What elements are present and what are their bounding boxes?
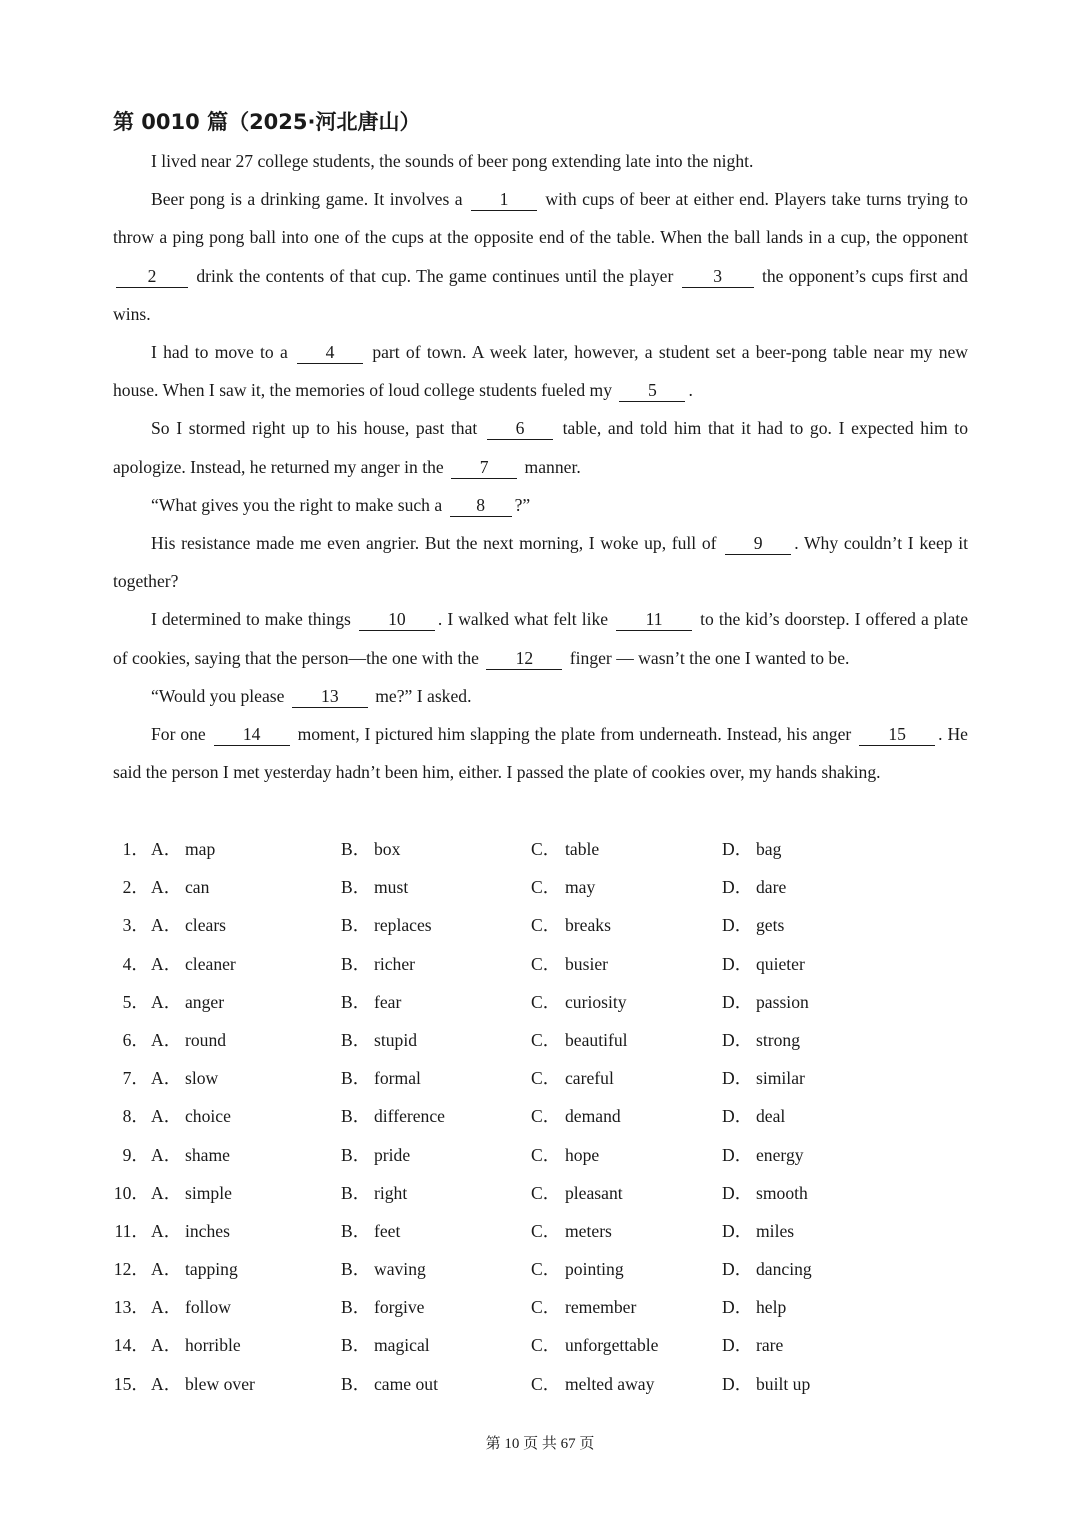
- blank-11[interactable]: 11: [616, 608, 692, 631]
- option-b[interactable]: came out: [374, 1373, 438, 1394]
- paragraph-text: part of town. A week later, however, a student set a beer-pong table near my new house. When I saw it, the memories of loud college students fueled my: [113, 342, 969, 401]
- option-row-10: [113, 1174, 973, 1212]
- option-letter: D．: [722, 877, 753, 898]
- option-letter: B．: [341, 1335, 371, 1356]
- option-row-2: [113, 868, 973, 906]
- question-number: 14．: [113, 1335, 149, 1356]
- option-b[interactable]: waving: [374, 1259, 426, 1280]
- option-letter: B．: [341, 1220, 371, 1241]
- option-d[interactable]: passion: [756, 991, 809, 1012]
- option-row-3: [113, 906, 973, 944]
- option-a[interactable]: simple: [185, 1182, 232, 1203]
- option-letter: A．: [151, 1182, 182, 1203]
- option-d[interactable]: similar: [756, 1068, 805, 1089]
- option-d[interactable]: built up: [756, 1373, 811, 1394]
- question-number: 8．: [122, 1106, 149, 1127]
- question-number: 2．: [122, 877, 149, 898]
- option-letter: B．: [341, 1297, 371, 1318]
- paragraph-text: with cups of beer at either end. Players take turns trying to throw a ping pong ball into one of the cups at the opposite end of the table. When the ball lands in a cup, the opponent: [113, 189, 968, 248]
- option-letter: B．: [341, 1029, 371, 1050]
- option-a[interactable]: can: [185, 877, 210, 898]
- option-b[interactable]: fear: [374, 991, 402, 1012]
- option-letter: A．: [151, 1373, 182, 1394]
- option-letter: C．: [531, 1259, 561, 1280]
- blank-8[interactable]: 8: [450, 494, 512, 517]
- option-c[interactable]: careful: [565, 1068, 614, 1089]
- blank-3[interactable]: 3: [682, 265, 754, 288]
- option-row-13: [113, 1288, 973, 1326]
- option-letter: D．: [722, 1220, 753, 1241]
- paragraph-text: I had to move to a: [151, 342, 288, 363]
- option-a[interactable]: horrible: [185, 1335, 241, 1356]
- option-d[interactable]: dancing: [756, 1259, 812, 1280]
- option-d[interactable]: quieter: [756, 953, 805, 974]
- blank-7[interactable]: 7: [451, 456, 517, 479]
- option-a[interactable]: blew over: [185, 1373, 255, 1394]
- option-letter: A．: [151, 1144, 182, 1165]
- blank-4[interactable]: 4: [297, 341, 363, 364]
- question-number: 13．: [113, 1297, 149, 1318]
- paragraph-1: [113, 142, 968, 180]
- paragraph-2: [113, 180, 968, 333]
- option-c[interactable]: curiosity: [565, 991, 627, 1012]
- option-a[interactable]: tapping: [185, 1259, 238, 1280]
- option-a[interactable]: map: [185, 839, 216, 859]
- paragraph-text: to the kid’s doorstep. I offered a plate of cookies, saying that the person—the one with the: [113, 609, 968, 668]
- option-letter: C．: [531, 915, 561, 936]
- paragraph-4: [113, 409, 968, 485]
- option-a[interactable]: cleaner: [185, 953, 236, 974]
- option-c[interactable]: beautiful: [565, 1029, 628, 1050]
- option-letter: C．: [531, 1068, 561, 1089]
- option-b[interactable]: right: [374, 1182, 408, 1203]
- option-d[interactable]: energy: [756, 1144, 804, 1165]
- option-letter: D．: [722, 1144, 753, 1165]
- option-b[interactable]: formal: [374, 1068, 421, 1089]
- option-row-5: [113, 983, 973, 1021]
- blank-5[interactable]: 5: [619, 379, 685, 402]
- option-letter: C．: [531, 1144, 561, 1165]
- blank-1[interactable]: 1: [471, 188, 537, 211]
- paragraph-5: [113, 486, 968, 524]
- page-title: 第 0010 篇（2025·河北唐山）: [113, 110, 421, 134]
- paragraph-text: me?” I asked.: [375, 685, 472, 706]
- blank-6[interactable]: 6: [487, 417, 553, 440]
- blank-10[interactable]: 10: [359, 608, 435, 631]
- paragraph-text: His resistance made me even angrier. But the next morning, I woke up, full of: [151, 533, 717, 554]
- option-letter: C．: [531, 1373, 561, 1394]
- blank-15[interactable]: 15: [859, 723, 935, 746]
- option-letter: B．: [341, 1144, 371, 1165]
- option-letter: A．: [151, 1259, 182, 1280]
- option-b[interactable]: pride: [374, 1144, 411, 1165]
- option-b[interactable]: forgive: [374, 1297, 425, 1318]
- paragraph-text: drink the contents of that cup. The game continues until the player: [196, 265, 674, 286]
- option-letter: D．: [722, 1335, 753, 1356]
- option-a[interactable]: anger: [185, 991, 225, 1012]
- paragraph-text: “What gives you the right to make such a: [151, 494, 443, 515]
- option-b[interactable]: must: [374, 877, 409, 898]
- option-letter: B．: [341, 877, 371, 898]
- option-c[interactable]: busier: [565, 953, 608, 974]
- paragraph-text: For one: [151, 724, 206, 745]
- paragraph-text: finger — wasn’t the one I wanted to be.: [569, 647, 850, 668]
- paragraph-text: table, and told him that it had to go. I expected him to apologize. Instead, he returned my anger in the: [113, 418, 968, 477]
- option-d[interactable]: smooth: [756, 1182, 808, 1203]
- answer-options: [113, 830, 973, 1403]
- blank-12[interactable]: 12: [486, 647, 562, 670]
- option-letter: C．: [531, 1220, 561, 1241]
- option-b[interactable]: difference: [374, 1106, 445, 1127]
- option-c[interactable]: meters: [565, 1220, 612, 1241]
- option-d[interactable]: gets: [756, 915, 785, 936]
- option-c[interactable]: may: [565, 877, 596, 898]
- option-letter: A．: [151, 991, 182, 1012]
- option-letter: C．: [531, 1335, 561, 1356]
- question-number: 4．: [122, 953, 149, 974]
- option-row-11: [113, 1212, 973, 1250]
- option-letter: C．: [531, 953, 561, 974]
- option-row-12: [113, 1250, 973, 1288]
- paragraph-3: [113, 333, 968, 409]
- paragraph-text: . Why couldn’t I keep it together?: [113, 533, 968, 592]
- option-letter: D．: [722, 1373, 753, 1394]
- option-letter: C．: [531, 1182, 561, 1203]
- option-letter: B．: [341, 839, 371, 859]
- option-b[interactable]: richer: [374, 953, 416, 974]
- option-letter: D．: [722, 1068, 753, 1089]
- paragraph-text: “Would you please: [151, 685, 285, 706]
- option-row-7: [113, 1059, 973, 1097]
- option-c[interactable]: table: [565, 839, 600, 859]
- option-letter: D．: [722, 1182, 753, 1203]
- option-letter: A．: [151, 877, 182, 898]
- option-a[interactable]: inches: [185, 1220, 230, 1241]
- option-letter: B．: [341, 953, 371, 974]
- paragraph-9: [113, 715, 968, 791]
- option-d[interactable]: dare: [756, 877, 787, 898]
- option-letter: A．: [151, 915, 182, 936]
- paragraph-6: [113, 524, 968, 600]
- option-letter: D．: [722, 1297, 753, 1318]
- paragraph-text: the opponent’s cups first and wins.: [113, 265, 968, 324]
- paragraph-text: I lived near 27 college students, the sounds of beer pong extending late into the night.: [151, 151, 754, 171]
- question-number: 11．: [114, 1220, 149, 1241]
- option-row-8: [113, 1097, 973, 1135]
- option-d[interactable]: help: [756, 1297, 787, 1318]
- option-letter: D．: [722, 1106, 753, 1127]
- option-letter: C．: [531, 1297, 561, 1318]
- option-letter: B．: [341, 1259, 371, 1280]
- option-a[interactable]: choice: [185, 1106, 231, 1127]
- option-c[interactable]: pleasant: [565, 1182, 623, 1203]
- option-a[interactable]: clears: [185, 915, 227, 936]
- option-letter: A．: [151, 1335, 182, 1356]
- paragraph-text: moment, I pictured him slapping the plate from underneath. Instead, his anger: [297, 724, 852, 745]
- blank-9[interactable]: 9: [725, 532, 791, 555]
- option-b[interactable]: stupid: [374, 1029, 418, 1050]
- option-letter: A．: [151, 1297, 182, 1318]
- option-a[interactable]: slow: [185, 1068, 219, 1089]
- option-d[interactable]: rare: [756, 1335, 784, 1356]
- paragraph-text: I determined to make things: [151, 609, 351, 630]
- question-number: 15．: [113, 1373, 149, 1394]
- paragraph-text: manner.: [524, 456, 581, 477]
- option-c[interactable]: melted away: [565, 1373, 655, 1394]
- question-number: 1．: [122, 839, 149, 859]
- option-b[interactable]: box: [374, 839, 401, 859]
- option-letter: A．: [151, 1106, 182, 1127]
- option-d[interactable]: deal: [756, 1106, 786, 1127]
- option-c[interactable]: pointing: [565, 1259, 624, 1280]
- passage: [113, 142, 968, 791]
- option-letter: C．: [531, 1106, 561, 1127]
- option-letter: B．: [341, 991, 371, 1012]
- option-b[interactable]: feet: [374, 1220, 401, 1241]
- option-row-9: [113, 1136, 973, 1174]
- option-a[interactable]: shame: [185, 1144, 230, 1165]
- paragraph-text: So I stormed right up to his house, past that: [151, 418, 478, 439]
- option-c[interactable]: demand: [565, 1106, 621, 1127]
- option-letter: D．: [722, 953, 753, 974]
- option-letter: C．: [531, 839, 561, 859]
- paragraph-text: . He said the person I met yesterday hadn’t been him, either. I passed the plate of cookies over, my hands shaking.: [113, 724, 968, 783]
- option-letter: B．: [341, 1182, 371, 1203]
- option-letter: B．: [341, 915, 371, 936]
- question-number: 12．: [113, 1259, 149, 1280]
- blank-13[interactable]: 13: [292, 685, 368, 708]
- option-row-14: [113, 1326, 973, 1364]
- blank-2[interactable]: 2: [116, 265, 188, 288]
- blank-14[interactable]: 14: [214, 723, 290, 746]
- option-row-6: [113, 1021, 973, 1059]
- option-c[interactable]: hope: [565, 1144, 600, 1165]
- option-c[interactable]: remember: [565, 1297, 637, 1318]
- option-row-1: [113, 830, 973, 868]
- option-row-15: [113, 1365, 973, 1403]
- option-letter: D．: [722, 915, 753, 936]
- option-row-4: [113, 945, 973, 983]
- option-letter: A．: [151, 1068, 182, 1089]
- option-letter: A．: [151, 839, 182, 859]
- option-d[interactable]: strong: [756, 1029, 800, 1050]
- option-letter: D．: [722, 839, 753, 859]
- question-number: 6．: [122, 1029, 149, 1050]
- option-letter: B．: [341, 1106, 371, 1127]
- paragraph-text: .: [688, 380, 693, 401]
- question-number: 5．: [122, 991, 149, 1012]
- option-letter: A．: [151, 1029, 182, 1050]
- paragraph-7: [113, 600, 968, 676]
- option-letter: A．: [151, 953, 182, 974]
- option-a[interactable]: follow: [185, 1297, 231, 1318]
- question-number: 9．: [122, 1144, 149, 1165]
- option-letter: C．: [531, 1029, 561, 1050]
- option-letter: C．: [531, 877, 561, 898]
- option-letter: B．: [341, 1373, 371, 1394]
- question-number: 3．: [122, 915, 149, 936]
- option-letter: D．: [722, 1029, 753, 1050]
- question-number: 7．: [122, 1068, 149, 1089]
- option-letter: B．: [341, 1068, 371, 1089]
- option-c[interactable]: breaks: [565, 915, 611, 936]
- paragraph-text: ?”: [514, 494, 531, 515]
- option-letter: C．: [531, 991, 561, 1012]
- paragraph-text: Beer pong is a drinking game. It involves a: [151, 189, 463, 210]
- option-d[interactable]: bag: [756, 839, 782, 859]
- option-letter: D．: [722, 1259, 753, 1280]
- option-c[interactable]: unforgettable: [565, 1335, 659, 1356]
- question-number: 10．: [113, 1182, 149, 1203]
- option-letter: A．: [151, 1220, 182, 1241]
- paragraph-text: . I walked what felt like: [437, 609, 609, 630]
- option-a[interactable]: round: [185, 1029, 227, 1050]
- option-d[interactable]: miles: [756, 1220, 795, 1241]
- option-letter: D．: [722, 991, 753, 1012]
- option-b[interactable]: magical: [374, 1335, 430, 1356]
- paragraph-8: [113, 677, 968, 715]
- option-b[interactable]: replaces: [374, 915, 432, 936]
- page-number-footer: 第 10 页 共 67 页: [485, 1436, 595, 1452]
